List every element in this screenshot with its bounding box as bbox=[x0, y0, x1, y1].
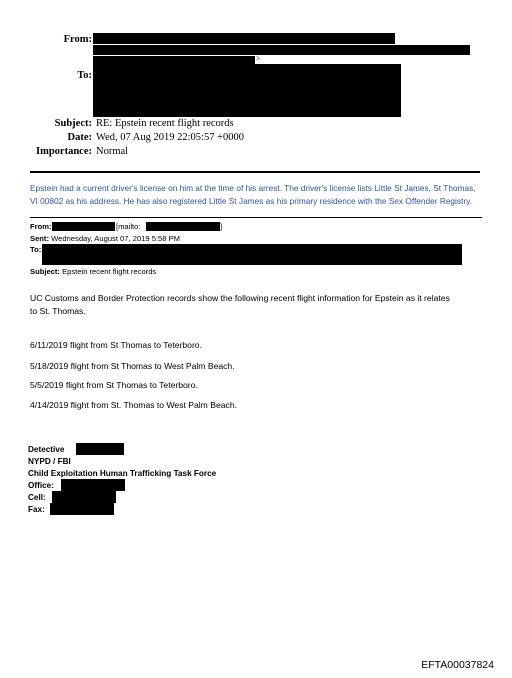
from-redaction-2 bbox=[93, 45, 470, 55]
signature-agency: NYPD / FBI bbox=[28, 457, 71, 466]
body-intro bbox=[30, 292, 500, 318]
to-label: To: bbox=[77, 70, 92, 81]
orig-sent-value: Wednesday, August 07, 2019 5:58 PM bbox=[51, 234, 181, 243]
orig-subject-row bbox=[30, 267, 156, 276]
header-divider bbox=[30, 171, 480, 173]
importance-label: Importance: bbox=[36, 146, 92, 157]
body-intro-line: to St. Thomas. bbox=[30, 306, 86, 316]
orig-subject-value: Epstein recent flight records bbox=[62, 267, 157, 276]
signature-office-label: Office: bbox=[28, 481, 54, 490]
signature-cell-redaction bbox=[52, 491, 116, 503]
signature-name-redaction bbox=[76, 443, 124, 455]
flight-item: 6/11/2019 flight from St Thomas to Teterboro. bbox=[30, 340, 202, 350]
flight-item: 4/14/2019 flight from St. Thomas to West Palm Beach. bbox=[30, 400, 237, 410]
subject-value: RE: Epstein recent flight records bbox=[96, 118, 234, 129]
subject-label: Subject: bbox=[54, 118, 92, 129]
bates-number: EFTA00037824 bbox=[421, 659, 494, 671]
to-tail-mark: > bbox=[256, 54, 261, 63]
body-intro-line: UC Customs and Border Protection records show the following recent flight information for Epstein as it relates bbox=[30, 293, 450, 303]
signature-fax-redaction bbox=[50, 503, 114, 515]
signature-title: Detective bbox=[28, 445, 65, 454]
orig-mailto: [mailto: bbox=[116, 222, 141, 231]
date-label: Date: bbox=[67, 132, 92, 143]
orig-to-redaction bbox=[42, 244, 462, 265]
orig-to-label: To: bbox=[30, 245, 42, 254]
to-redaction-top bbox=[93, 56, 255, 64]
signature-cell-label: Cell: bbox=[28, 493, 46, 502]
orig-from-label: From: bbox=[30, 222, 52, 231]
signature-office-redaction bbox=[61, 479, 125, 491]
importance-value: Normal bbox=[96, 146, 129, 157]
orig-sent-row bbox=[30, 234, 180, 243]
signature-fax-label: Fax: bbox=[28, 505, 45, 514]
flight-item: 5/18/2019 flight from St Thomas to West Palm Beach. bbox=[30, 361, 235, 371]
orig-from-redaction bbox=[52, 222, 115, 231]
orig-mailto-redaction bbox=[146, 222, 223, 231]
signature-unit: Child Exploitation Human Trafficking Task Force bbox=[28, 469, 217, 478]
to-redaction bbox=[93, 64, 401, 117]
from-redaction bbox=[93, 33, 395, 44]
date-value: Wed, 07 Aug 2019 22:05:57 +0000 bbox=[96, 132, 244, 143]
reply-text bbox=[30, 182, 500, 207]
reply-line: VI 00802 as his address. He has also registered Little St James as his primary residence with the Sex Offender Registry. bbox=[30, 195, 472, 206]
orig-mailto-close: ] bbox=[220, 222, 223, 231]
orig-subject-label: Subject: bbox=[30, 267, 60, 276]
from-label: From: bbox=[63, 34, 92, 45]
flight-item: 5/5/2019 flight from St Thomas to Teterboro. bbox=[30, 380, 198, 390]
reply-line: Epstein had a current driver's license on him at the time of his arrest. The driver's license lists Little St James, St Thomas, bbox=[30, 183, 476, 193]
orig-sent-label: Sent: bbox=[30, 234, 49, 243]
reply-divider bbox=[30, 217, 482, 218]
